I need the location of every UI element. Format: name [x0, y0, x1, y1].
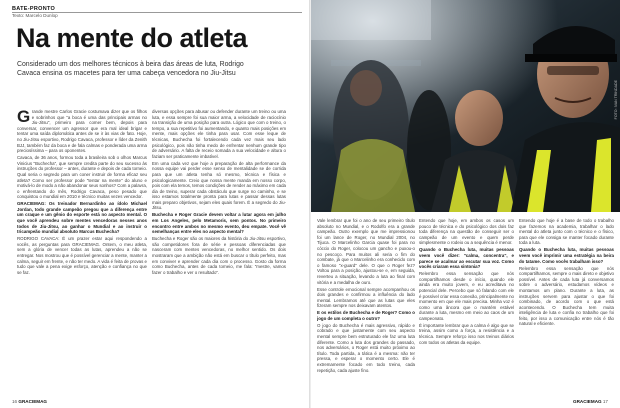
- paragraph: diversas opções para abusar ou defender durante um treino ou uma luta, e essa sempre foi sua maior arma, a velocidade de raciocínio na transição de uma posição para outra. Lógico que com o treino, o tempo, a sua repetitivo foi aumentando, e quanto mais posições em mente, mais opções ele tinha para usar. Com esse leque de técnicas, Buchecha foi fortalecendo cada vez mais seu lado psicológico, pois não tinha medo de enfrentar nenhum grande tipo de adversário. A falta de receio somada a sua velocidade e altura o faziam ser praticamente imbatível.: [152, 109, 286, 159]
- page-number: 17: [602, 399, 608, 404]
- paragraph: Entendo que hoje é a base de todo o trabalho que fazemos na academia, trabalhar o lado mental do atleta junto com o técnico e o físico, para que ele consiga se manter focado durante toda a luta.: [519, 218, 614, 246]
- interview-question: E os estilos de Buchecha e de Roger? Como o jogo de um completa o outro?: [317, 310, 415, 321]
- paragraph: Entendo que hoje, em ambos os casos um pouco de técnica e do psicológico dos dois faz toda diferença na questão de conseguir ser o campeão de um evento e quem perde simplesmente o rodeio ou a sequência é menor.: [419, 218, 514, 246]
- drop-cap: G: [17, 109, 31, 126]
- byline: Texto: Marcelo Dunlop: [12, 13, 58, 18]
- opening-paragraph: [17, 109, 147, 154]
- interview-answer: Relembro essa sensação que nós compartilhamos, sempre o mais direto e objetivo possível. Antes de cada luta já conversamos sobre o adversário, estudamos vídeos e montamos um plano. Durante a luta, as instruções servem para ajustar o que foi combinado, de acordo com o que está acontecendo. O Buchecha tem muita inteligência de luta e confia no trabalho que foi feito, por isso a comunicação entre nós é tão natural e eficiente.: [519, 265, 614, 327]
- photo-illustration: [311, 0, 620, 212]
- paragraph: Vale lembrar que foi o ano de seu primeiro título absoluto no Mundial, e o Rodolfo era a grande campeão. Outro exemplo que me impressionou foi um lance de Roger, no Mundial 2004, no Tijuca. O Marcelinho Garcia quase foi para no cóccix do Roger, colocou um gancho e puxou-o no pescoço. Para muitos ali seria o fim do combate, já que o Marcelinho era conhecido com o famoso "x-guard" dele. O que o Roger fez? Voltou para a posição, ajustou-se e, em seguida, reverteu a situação, levando a luta ao final com vitória e a medalha de ouro.: [317, 218, 415, 285]
- paragraph: É importante lembrar que a calma é algo que se treina, assim como a força, a resistência e a técnica. Sempre reforço isso nos treinos diários com todos os atletas da equipe.: [419, 322, 514, 345]
- folio-left: [12, 399, 47, 404]
- interview-question: Quando o Buchecha luta, muitas pessoas veem você imprimir uma estratégia na beira do tatame. Como vocês trabalham isso?: [519, 247, 614, 264]
- right-column-1: [317, 218, 415, 393]
- right-column-3: [519, 218, 614, 393]
- interview-question: GRACIEMAG: Os treinador Bernardinho ao ídolo Michael Jordan, todo grande campeão pregou que a diferença entre um craque e um gênio do esporte está no aspecto mental. O que você aprendeu sobre mentes vencedoras nesses anos todos de Jiu-Jitsu, ao ganhar o Mundial e ao instruir o tricampeão mundial absoluto Marcus Buchecha?: [17, 201, 147, 235]
- interview-answer: Relembro essa sensação que nós compartilhamos desde o início, quando ele ainda era muito jovem, e eu acreditava no potencial dele. Percebo que só falando com ele é possível criar essa conexão, principalmente no momento em que ele mais precisa. Minha voz é como uma âncora que o mantém estável durante a luta, mesmo em meio ao caos de um campeonato.: [419, 271, 514, 321]
- left-column-2: [152, 109, 286, 391]
- interview-question: Quando o Buchecha luta, muitas pessoas veem você dizer: "calma, concentra", e parece se acalmar ao escutar sua voz. Como vocês criaram essa sintonia?: [419, 247, 514, 270]
- interview-answer: Buchecha e Roger são os maiores da história do Jiu-Jitsu esportivo, são competidores fora de série e pessoas diferenciadas que nasceram com mentes vencedoras, no melhor sentido. Os dois mostraram que a ambição não está em buscar o título perfeito, mas em conviver e aprender cada dia com o processo. Gosto da forma como Buchecha, antes de cada torneio, me fala: "mestre, vamos fazer o trabalho e ver o resultado".: [152, 236, 286, 275]
- left-column-1: [17, 109, 147, 391]
- folio-right: [573, 399, 608, 404]
- photo-credit: FOTO: IVAN TRINDADE: [614, 80, 618, 120]
- section-tag: BATE-PRONTO: [12, 6, 56, 12]
- lead-paragraph: Considerado um dos melhores técnicos à beira das áreas de luta, Rodrigo Cavaca ensina os macetes para ter uma cabeça vencedora no Jiu-Jitsu: [17, 61, 244, 78]
- magazine-name: GRACIEMAG: [18, 399, 47, 404]
- paragraph-text: rande mestre Carlos Gracie costumava dizer que os filhos e sobrinhos que "a boca é uma das principais armas no Jiu-Jitsu", primeiro para comer bem, depois para conversar, convencer um agressor que era mal ideal brigar e tentar uma saída diplomática antes de se ir às vias de fato. Hoje, no Jiu-Jitsu esportivo, Rodrigo Cavaca, professor e líder da Zenith BJJ, também faz da boca e de fala calmas e ponderada uma arma preciosíssima – para os oponentes.: [17, 109, 147, 154]
- interview-question: Buchecha e Roger Gracie devem voltar a lutar agora em julho em Los Angeles, pelo Metamoris, sem pontos. No primeiro encontro entre ambos no mesmo evento, deu empate. Você vê semelhanças entre eles no aspecto mental?: [152, 212, 286, 235]
- headline: Na mente do atleta: [16, 23, 248, 53]
- right-column-2: [419, 218, 514, 393]
- left-page: [0, 0, 309, 408]
- page-number: 16: [12, 399, 18, 404]
- right-page: [311, 0, 620, 408]
- paragraph: Cavaca, de 36 anos, formou toda a brasileira sob o olhos Marcus Vinicius "Buchecha", que sempre credita parte do seu sucesso às instruções do professor – antes, durante e depois de cada torneio. Qual seria o segredo para um coner instruir de forma eficaz seu atleta? Como ser professor pode "tentar na mente" do aluno e motivá-lo de modo a não abandonar seus sonhos? Com a palavra, o enfrentando do mês, Rodrigo Cavaca, peso pesado que conquistou o mundial em 2010 e técnico muitas vezes vencedor.: [17, 155, 147, 200]
- magazine-name: GRACIEMAG: [573, 399, 602, 404]
- paragraph: Em uma cada vez que hoje a preparação de alta performance da nossa equipe vai perder esse senso de mentalidade se de corrida para que um atleta tenha só mesmo, técnica e física e psicologicamente. Creio que nossa mente manda em nosso corpo, pois com ela temos, temos condições de render ao máximo em cada dia de treino, superar cada obstáculo que surge no caminho, e se isso estamos totalmente pronta para lutas e passar dessas lutas mais preparo objetivos, sejam eles quais forem. É a segredo do Jiu-Jitsu.: [152, 160, 286, 211]
- interview-answer: O jogo do Buchecha é mais agressivo, rápido e cobrado e que justamente com seu aspecto mental sempre bem estruturado ele faz uma luta diferente. Como a luta dos grandes do passado, nos adversários, o Roger está muito próximo ao título. Toda partida, a tática é a mesma: não ter pressa, e esperar o momento certo. Ele é extremamente focado em todo treino, cada repetição, cada ajuste fino.: [317, 322, 415, 373]
- coach-photo: [311, 0, 620, 212]
- paragraph: Esse controle emocional sempre acompanhou os dois grandes e confirmou a influência do lado mental. Lembramos até que as lutas que eles fizeram sempre nos deixavam atentos.: [317, 286, 415, 309]
- interview-answer: RODRIGO CAVACA: É um prazer estar aqui respondendo a vocês, as perguntas para GRACIEMAG. Ontem, o meu atleta, sem a glória de vencer todas as lutas, aprendeu a não se entregar. Nos mostrou que é possível gerenciar a mente, manter a calma, seguir em frente, e não ter medo. A vida é feita de provas e tudo que vale a pena exige esforço, atenção e confiança no que se faz.: [17, 236, 147, 275]
